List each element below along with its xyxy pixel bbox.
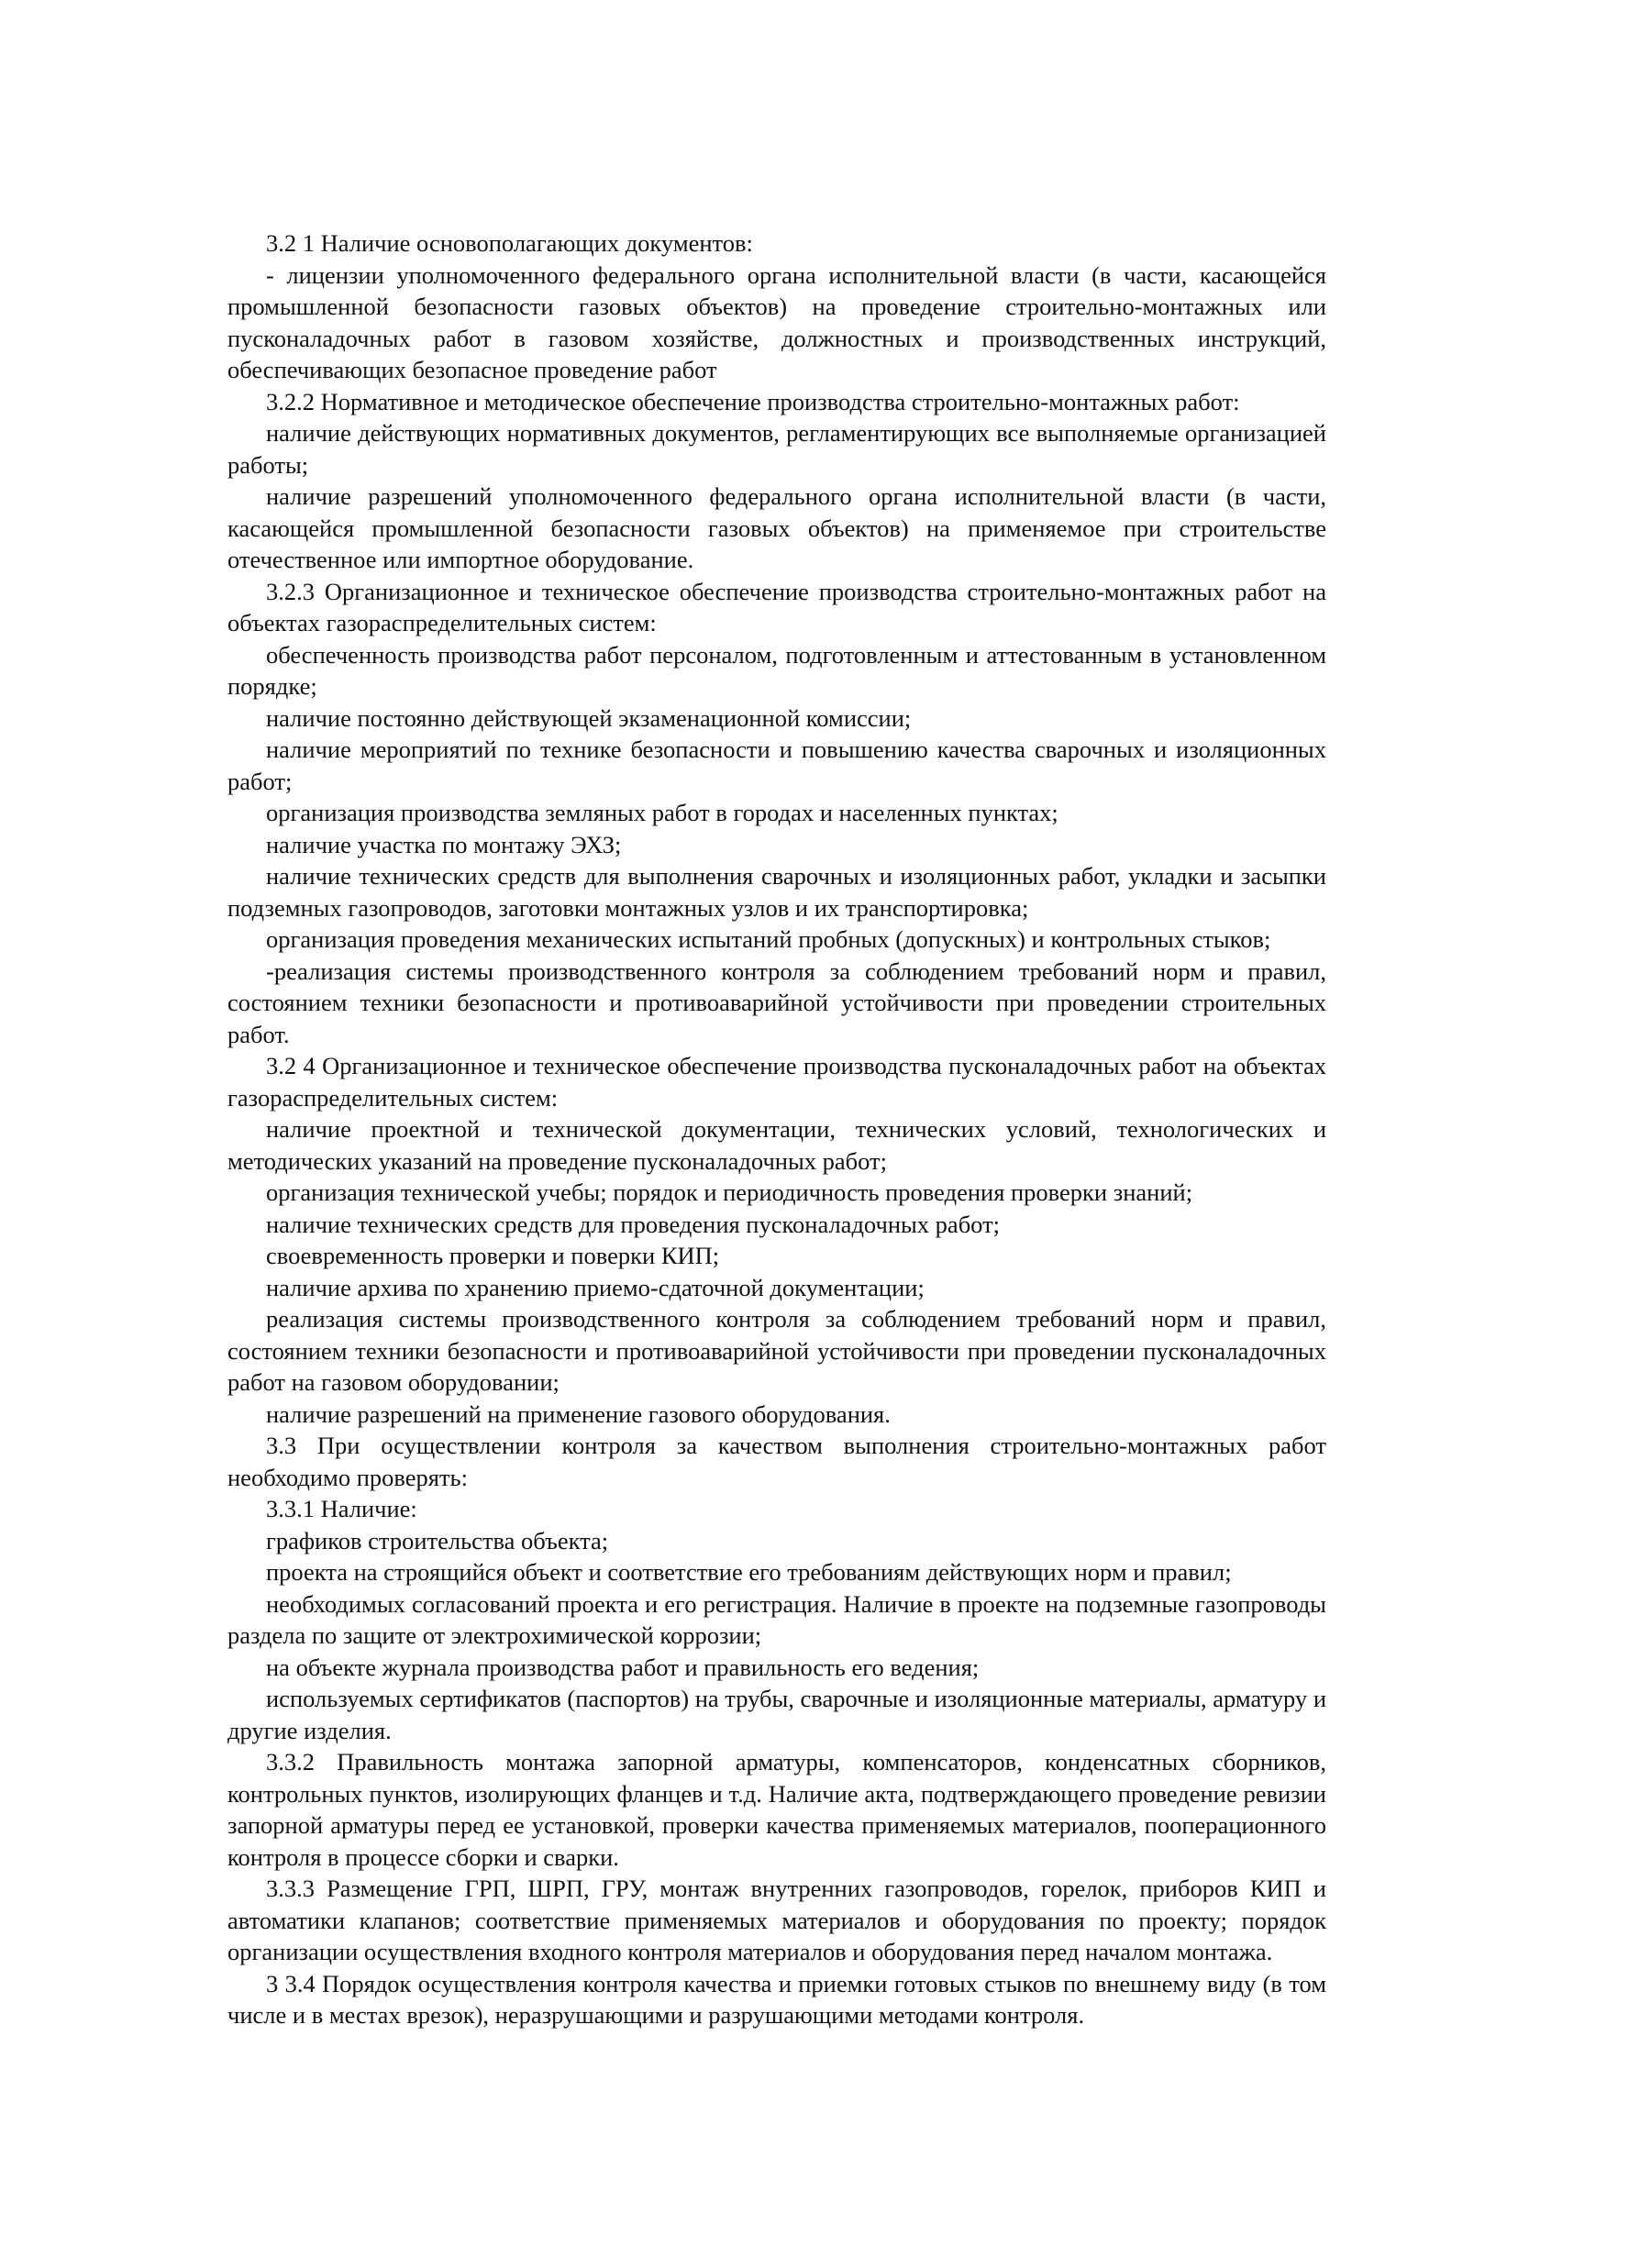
paragraph-exam-commission: наличие постоянно действующей экзаменационной комиссии; (266, 703, 912, 732)
document-page (227, 227, 1326, 2031)
paragraph-work-journal: на объекте журнала производства работ и правильность его ведения; (266, 1653, 980, 1681)
paragraph-mechanical-tests: организация проведения механических испытаний пробных (допускных) и контрольных стыков; (266, 925, 1271, 953)
paragraph-kip-verification: своевременность проверки и поверки КИП; (266, 1242, 720, 1269)
paragraph-3-2-1: 3.2 1 Наличие основополагающих документов: (266, 229, 753, 257)
paragraph-3-3-3: 3.3.3 Размещение ГРП, ШРП, ГРУ, монтаж внутренних газопроводов, горелок, приборов КИП и автоматики клапанов; соответствие применяемых материалов и оборудования по проекту; порядок организации осуществления входного контроля материалов и оборудования перед началом монтажа. (227, 1875, 1326, 1965)
paragraph-3-3: 3.3 При осуществлении контроля за качеством выполнения строительно-монтажных работ необходимо проверять: (227, 1432, 1326, 1491)
paragraph-schedules: графиков строительства объекта; (266, 1526, 609, 1554)
paragraph-licenses: - лицензии уполномоченного федерального органа исполнительной власти (в части, касающейся промышленной безопасности газовых объектов) на проведение строительно-монтажных или пусконаладочных работ в газовом хозяйстве, должностных и производственных инструкций, обеспечивающих безопасное проведение работ (227, 260, 1326, 383)
paragraph-project-docs: наличие проектной и технической документации, технических условий, технологических и методических указаний на проведение пусконаладочных работ; (227, 1115, 1326, 1175)
paragraph-production-control: -реализация системы производственного контроля за соблюдением требований норм и правил, состоянием техники безопасности и противоаварийной устойчивости при проведении строительных работ. (227, 957, 1326, 1048)
paragraph-training: организация технической учебы; порядок и периодичность проведения проверки знаний; (266, 1178, 1193, 1206)
paragraph-3-3-1: 3.3.1 Наличие: (266, 1495, 417, 1522)
paragraph-ehz-site: наличие участка по монтажу ЭХЗ; (266, 830, 622, 858)
paragraph-equipment-permits: наличие разрешений на применение газового оборудования. (266, 1400, 891, 1428)
paragraph-approvals: необходимых согласований проекта и его регистрация. Наличие в проекте на подземные газопроводы раздела по защите от электрохимической коррозии; (227, 1589, 1326, 1649)
paragraph-earthworks: организация производства земляных работ в городах и населенных пунктах; (266, 799, 1058, 826)
paragraph-normative-docs: наличие действующих нормативных документов, регламентирующих все выполняемые организацией работы; (227, 419, 1326, 479)
paragraph-certificates: используемых сертификатов (паспортов) на трубы, сварочные и изоляционные материалы, арматуру и другие изделия. (227, 1685, 1326, 1744)
paragraph-permits: наличие разрешений уполномоченного федерального органа исполнительной власти (в части, касающейся промышленной безопасности газовых объектов) на применяемое при строительстве отечественное или импортное оборудование. (227, 482, 1326, 573)
paragraph-safety-measures: наличие мероприятий по технике безопасности и повышению качества сварочных и изоляционных работ; (227, 736, 1326, 795)
paragraph-3-2-3: 3.2.3 Организационное и техническое обеспечение производства строительно-монтажных работ на объектах газораспределительных систем: (227, 577, 1326, 636)
paragraph-commissioning-means: наличие технических средств для проведения пусконаладочных работ; (266, 1210, 1001, 1238)
paragraph-3-2-4: 3.2 4 Организационное и техническое обеспечение производства пусконаладочных работ на объектах газораспределительных систем: (227, 1052, 1326, 1112)
paragraph-3-3-2: 3.3.2 Правильность монтажа запорной арматуры, компенсаторов, конденсатных сборников, контрольных пунктов, изолирующих фланцев и т.д. Наличие акта, подтверждающего проведение ревизии запорной арматуры перед ее установкой, проверки качества применяемых материалов, пооперационного контроля в процессе сборки и сварки. (227, 1748, 1326, 1871)
paragraph-technical-means: наличие технических средств для выполнения сварочных и изоляционных работ, укладки и засыпки подземных газопроводов, заготовки монтажных узлов и их транспортировка; (227, 862, 1326, 922)
paragraph-archive: наличие архива по хранению приемо-сдаточной документации; (266, 1273, 925, 1301)
paragraph-3-2-2: 3.2.2 Нормативное и методическое обеспечение производства строительно-монтажных работ: (266, 387, 1240, 415)
paragraph-control-system: реализация системы производственного контроля за соблюдением требований норм и правил, состоянием техники безопасности и противоаварийной устойчивости при проведении пусконаладочных работ на газовом оборудовании; (227, 1305, 1326, 1396)
paragraph-project-compliance: проекта на строящийся объект и соответствие его требованиям действующих норм и правил; (266, 1558, 1232, 1586)
paragraph-personnel: обеспеченность производства работ персоналом, подготовленным и аттестованным в установленном порядке; (227, 640, 1326, 700)
paragraph-3-3-4: 3 3.4 Порядок осуществления контроля качества и приемки готовых стыков по внешнему виду (в том числе и в местах врезок), неразрушающими и разрушающими методами контроля. (227, 1969, 1326, 2029)
